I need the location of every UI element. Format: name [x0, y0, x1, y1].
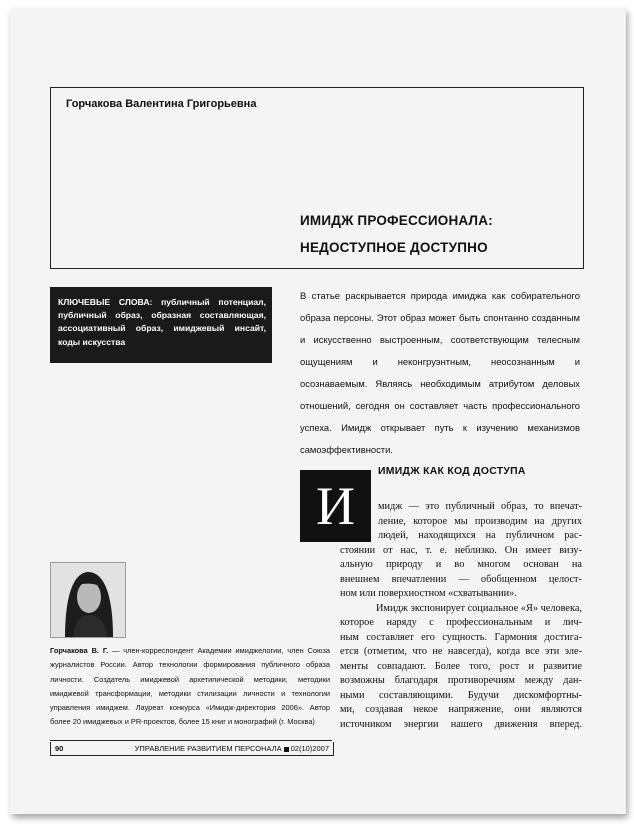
body-line: ется (отметим, что не навсегда), когда все эти эле- — [340, 646, 582, 657]
drop-cap: И — [300, 470, 371, 542]
body-line: Имидж экспонирует социальное «Я» человека, — [376, 602, 582, 614]
article-title — [300, 207, 493, 261]
body-line: менты совпадают. Более того, рост и развитие — [340, 660, 582, 672]
body-line: которое наряду с профессиональным и лич- — [340, 617, 582, 628]
section-heading: ИМИДЖ КАК КОД ДОСТУПА — [378, 466, 526, 477]
bio-text: — член-корреспондент Академии имиджелогии, член Союза журналистов России. Автор технологии формирования публичного образа личности. Создатель имиджевой архетипической методики, методики имиджевой трансформации, методики стилизации личности и технологии управления имиджем. Лауреат конкурса «Имидж-директория 2006». Автор более 20 имиджевых и PR-проектов, более 15 книг и монографий (г. Москва) — [50, 646, 330, 727]
title-line-2: НЕДОСТУПНОЕ ДОСТУПНО — [300, 240, 488, 255]
body-line: ми, создавая некое напряжение, они являются — [340, 704, 582, 715]
body-line: ным составляет его сущность. Гармония достига- — [340, 631, 582, 643]
body-line: стоянии от нас, т. е. неблизко. Он имеет визу- — [340, 544, 582, 556]
body-line: мидж — это публичный образ, то впечат- — [378, 501, 582, 512]
page-footer — [50, 742, 334, 756]
issue-number: 02(10)2007 — [290, 744, 329, 753]
body-line: источником энергии нашего движения вперед. — [340, 718, 582, 730]
body-line: внешнем впечатлении — обобщенном целост- — [340, 573, 582, 585]
author-photo — [50, 562, 126, 638]
body-line: людей, находящихся на публичном рас- — [378, 530, 582, 541]
journal-info — [135, 744, 329, 753]
footer-rule — [50, 740, 332, 741]
body-line: ном или поверхностном «схватывании». — [340, 588, 517, 599]
body-line: возможны благодаря противоречиям между дан- — [340, 675, 582, 686]
title-line-1: ИМИДЖ ПРОФЕССИОНАЛА: — [300, 213, 493, 228]
body-line: ными составляющими. Будучи дискомфортны- — [340, 689, 582, 701]
author-name: Горчакова Валентина Григорьевна — [66, 98, 257, 110]
keywords-text: КЛЮЧЕВЫЕ СЛОВА: публичный потенциал, публичный образ, образная составляющая, ассоциативный образ, имиджевый инсайт, коды искусства — [58, 297, 266, 347]
author-bio — [50, 644, 330, 730]
square-bullet-icon — [284, 747, 289, 752]
body-line: альную природу и во многом основан на — [340, 559, 582, 570]
abstract: В статье раскрывается природа имиджа как собирательного образа персоны. Этот образ может быть спонтанно созданным и искусственно выстроенным, соответствующим телесным ощущениям и неконгруэнтным, неосознанным и осознаваемым. Являясь необходимым атрибутом деловых отношений, сегодня он составляет часть профессионального успеха. Имидж открывает путь к изучению механизмов самоэффективности. — [300, 290, 580, 455]
body-line: ление, которое мы производим на других — [378, 515, 582, 527]
bio-name: Горчакова В. Г. — [50, 646, 109, 655]
journal-name: УПРАВЛЕНИЕ РАЗВИТИЕМ ПЕРСОНАЛА — [134, 744, 282, 753]
page-number: 90 — [55, 744, 64, 753]
